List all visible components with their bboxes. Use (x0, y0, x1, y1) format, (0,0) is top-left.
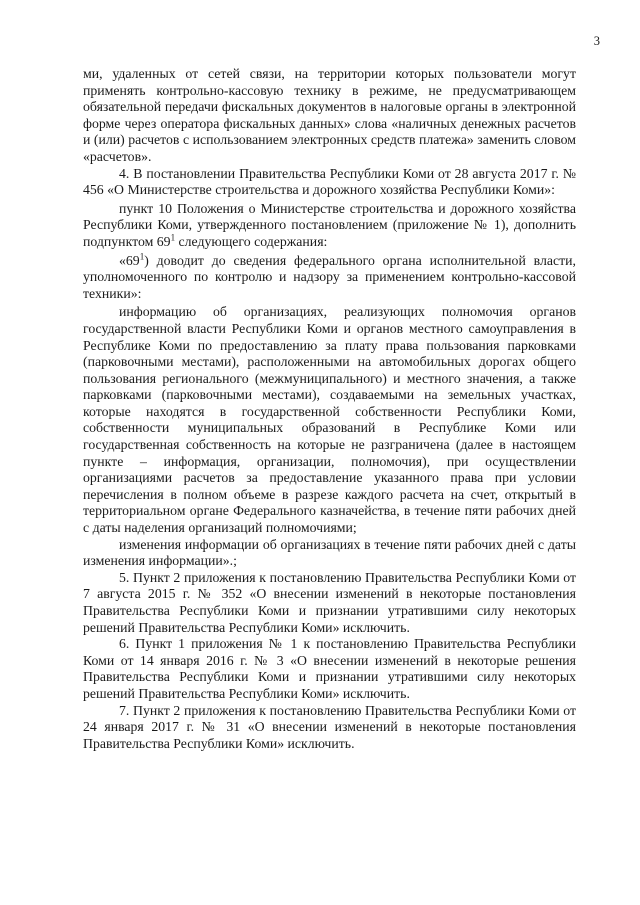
paragraph-4-subitem (83, 201, 576, 251)
paragraph-4: 4. В постановлении Правительства Республики Коми от 28 августа 2017 г. № 456 «О Министерстве строительства и дорожного хозяйства Республики Коми»: (83, 165, 576, 198)
superscript: 1 (139, 250, 145, 261)
quoted-subitem-text: ) доводит до сведения федерального органа исполнительной власти, уполномоченного по контролю и надзору за применением контрольно-кассовой техники»: (83, 252, 576, 301)
page-number: 3 (593, 34, 600, 48)
paragraph-information-changes: изменения информации об организациях в течение пяти рабочих дней с даты изменения информации».; (83, 536, 576, 569)
quoted-subitem-start: «69 (119, 252, 140, 268)
superscript: 1 (170, 232, 176, 243)
paragraph-5: 5. Пункт 2 приложения к постановлению Правительства Республики Коми от 7 августа 2015 г. № 352 «О внесении изменений в некоторые постановления Правительства Республики Коми и признании утратившими силу некоторых решений Правительства Республики Коми» исключить. (83, 569, 576, 635)
subitem-text-end: следующего содержания: (175, 233, 328, 249)
document-body (83, 66, 576, 752)
paragraph-continuation: ми, удаленных от сетей связи, на территории которых пользователи могут применять контрольно-кассовую технику в режиме, не предусматривающем обязательной передачи фискальных документов в налоговые органы в электронной форме через оператора фискальных данных» слова «наличных денежных расчетов и (или) расчетов с использованием электронных средств платежа» заменить словом «расчетов». (83, 66, 576, 164)
paragraph-6: 6. Пункт 1 приложения № 1 к постановлению Правительства Республики Коми от 14 января 2016 г. № 3 «О внесении изменений в некоторые решения Правительства Республики Коми и признании утратившими силу некоторых решений Правительства Республики Коми» исключить. (83, 636, 576, 701)
subitem-text-start: пункт 10 Положения о Министерстве строительства и дорожного хозяйства Республики Коми, утвержденного постановлением (приложение № 1), дополнить подпунктом 69 (83, 200, 576, 249)
paragraph-7: 7. Пункт 2 приложения к постановлению Правительства Республики Коми от 24 января 2017 г. № 31 «О внесении изменений в некоторые постановления Правительства Республики Коми» исключить. (83, 702, 576, 751)
paragraph-information: информацию об организациях, реализующих полномочия органов государственной власти Республики Коми и органов местного самоуправления в Республике Коми по предоставлению за плату права пользования парковками (парковочными местами), расположенными на автомобильных дорогах общего пользования регионального (межмуниципального) и местного значения, а также парковками (парковочными местами), создаваемыми на земельных участках, которые находятся в государственной собственности Республики Коми, собственности муниципальных образований в Республике Коми или государственная собственность на которые не разграничена (далее в настоящем пункте – информация, организации, полномочия), при осуществлении организациями расчетов за предоставление указанного права при условии перечисления в полном объеме в разрезе каждого расчета на счет, открытый в территориальном органе Федерального казначейства, в течение пяти рабочих дней с даты наделения организаций полномочиями; (83, 304, 576, 536)
paragraph-quoted-subitem (83, 250, 576, 303)
